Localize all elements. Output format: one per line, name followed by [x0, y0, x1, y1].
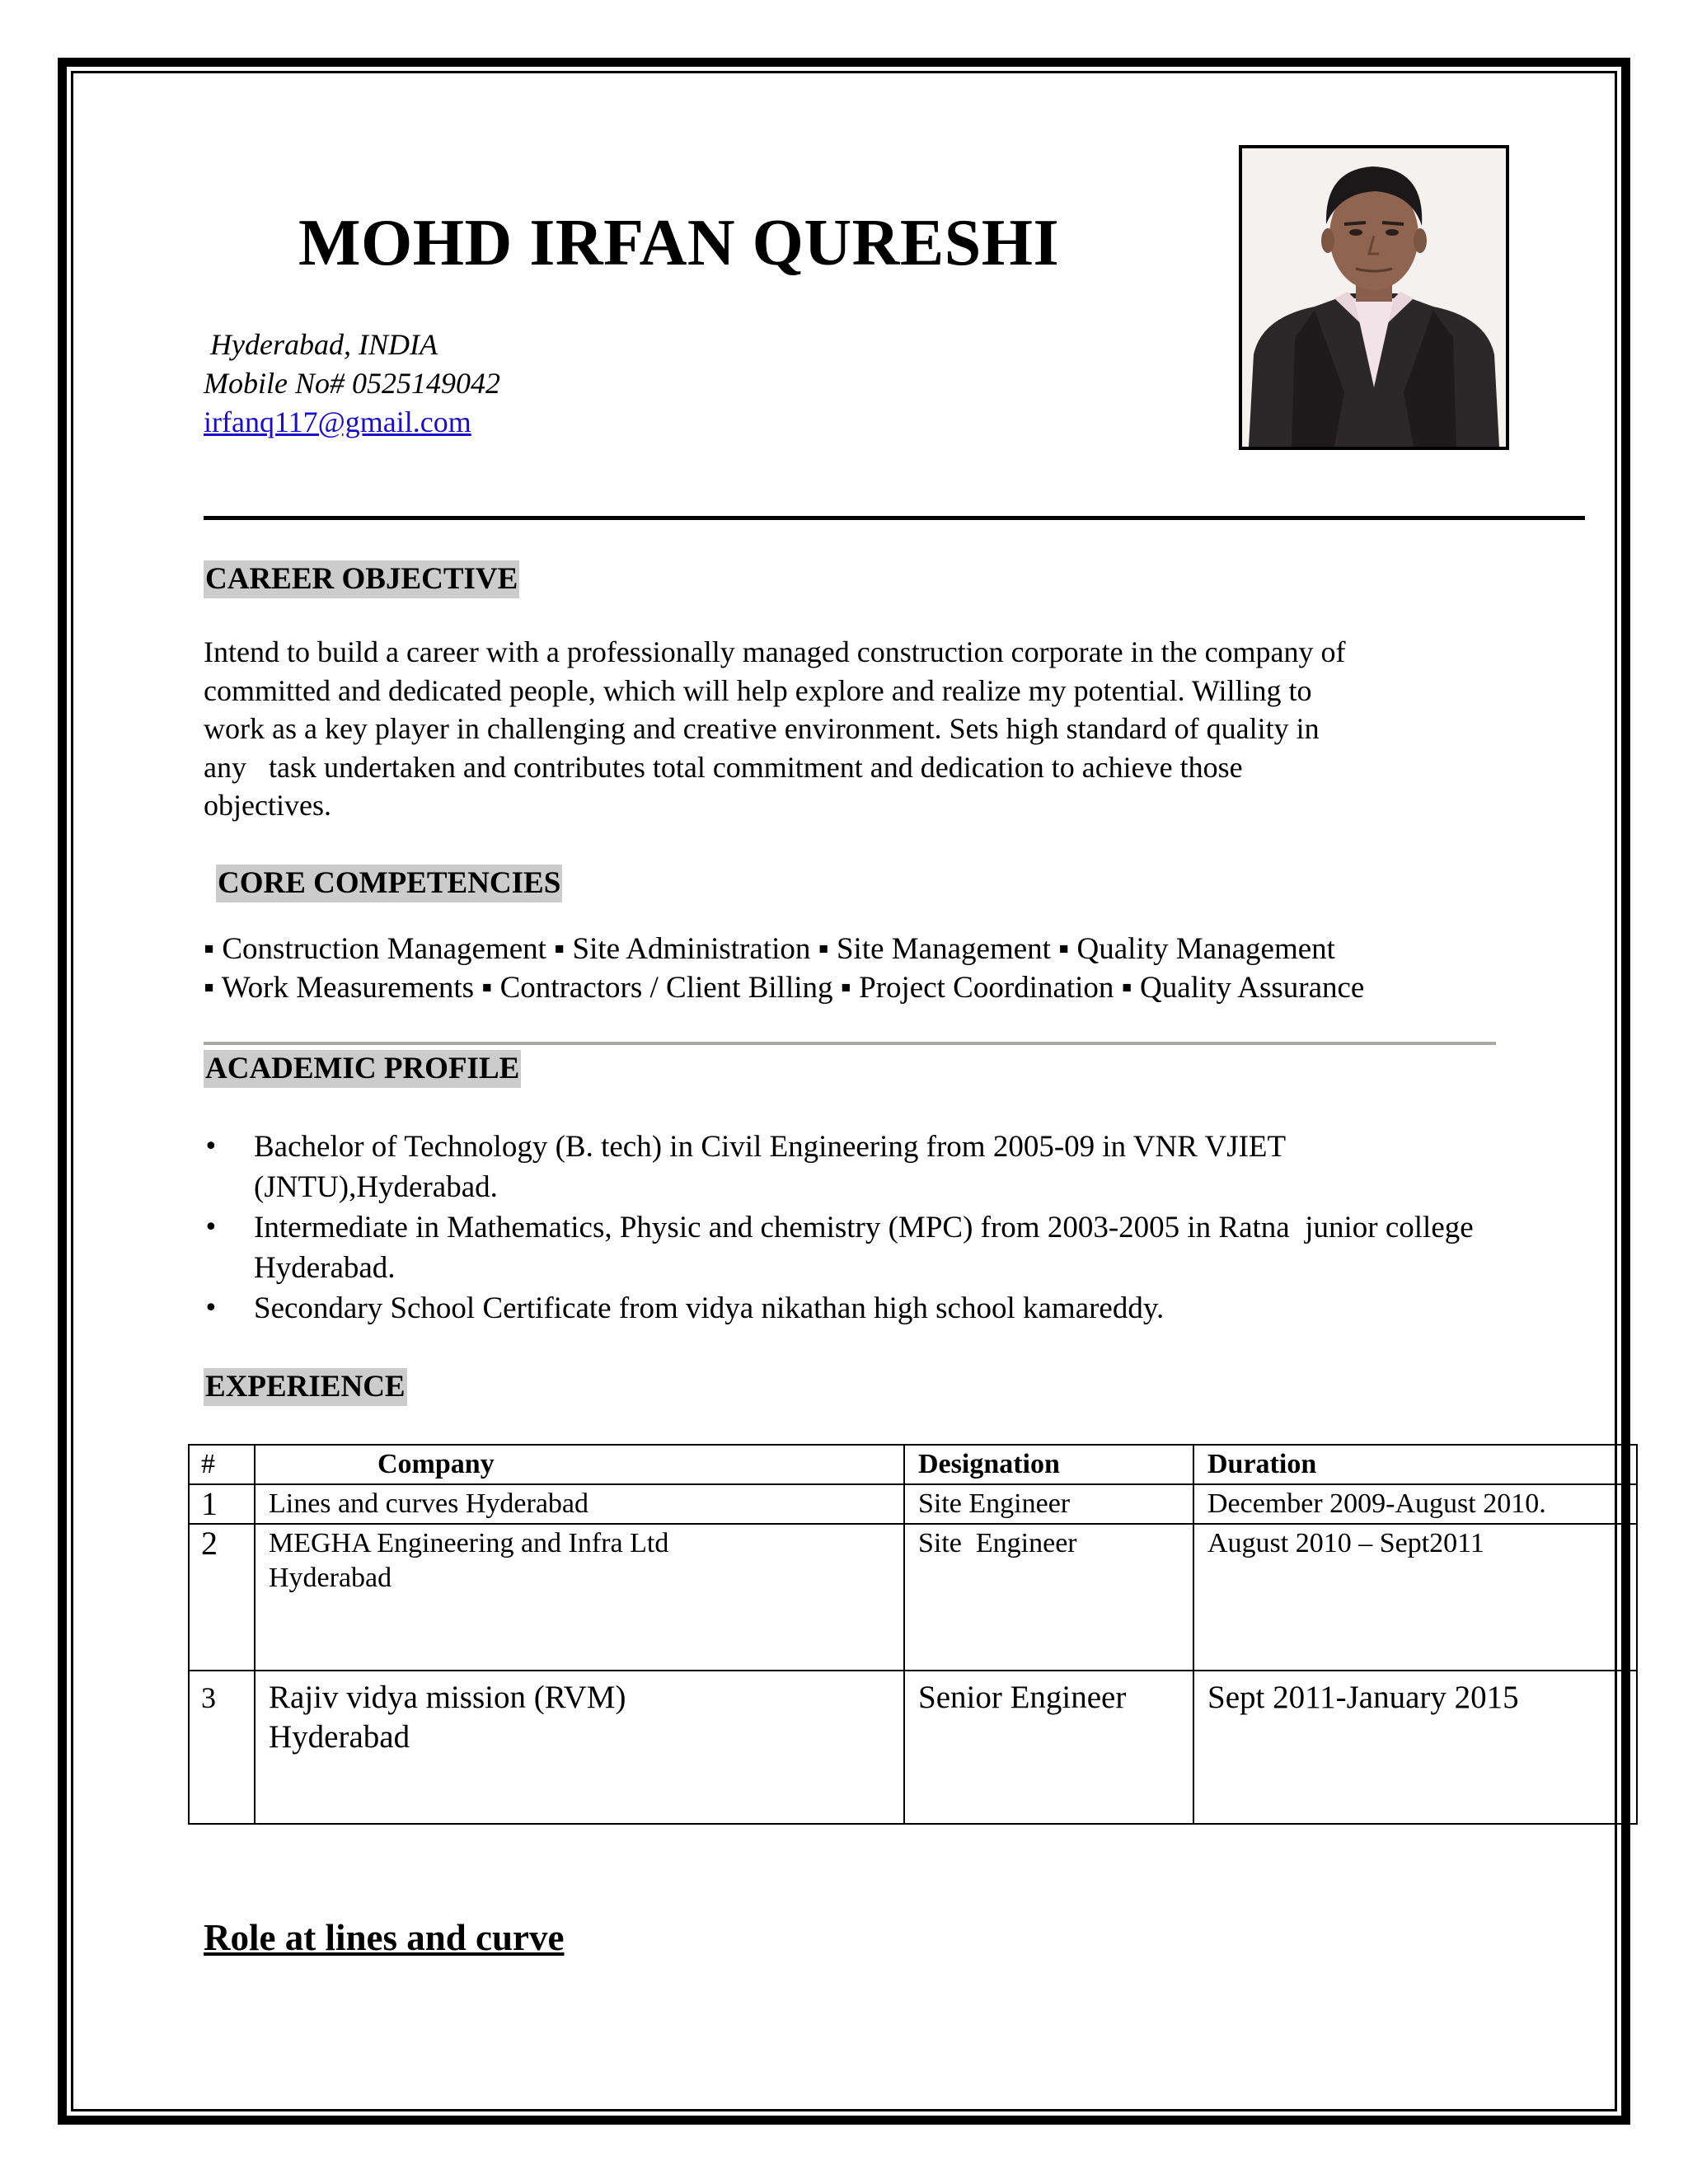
academic-item-line: Secondary School Certificate from vidya nikathan high school kamareddy.	[254, 1291, 1165, 1325]
career-objective-text	[204, 633, 1346, 825]
objective-line: committed and dedicated people, which will help explore and realize my potential. Willing to	[204, 673, 1312, 707]
designation-cell: Site Engineer	[904, 1484, 1193, 1524]
location: Hyderabad, INDIA	[210, 328, 438, 361]
bullet-icon: •	[204, 1132, 218, 1161]
row-number: 1	[189, 1484, 255, 1524]
academic-item-line: Hyderabad.	[254, 1251, 396, 1285]
profile-photo	[1239, 145, 1509, 450]
academic-item-line: (JNTU),Hyderabad.	[254, 1170, 498, 1204]
designation-cell: Site Engineer	[904, 1524, 1193, 1671]
row-number: 2	[189, 1524, 255, 1671]
bullet-icon: •	[204, 1213, 218, 1242]
company-name: Rajiv vidya mission (RVM)	[269, 1680, 626, 1715]
career-objective-heading: CAREER OBJECTIVE	[204, 560, 519, 598]
experience-table	[188, 1444, 1638, 1825]
objective-line: objectives.	[204, 789, 331, 822]
core-competencies-list	[204, 930, 1364, 1007]
section-divider	[204, 1042, 1496, 1045]
profile-photo-image	[1242, 148, 1506, 447]
column-header-designation: Designation	[904, 1445, 1193, 1484]
academic-list	[204, 1127, 1605, 1329]
row-number: 3	[189, 1671, 255, 1824]
column-header-company: Company	[255, 1445, 904, 1484]
list-item	[204, 1288, 1605, 1329]
company-city: Hyderabad	[269, 1563, 392, 1593]
email-link[interactable]: irfanq117@gmail.com	[204, 405, 471, 438]
column-header-duration: Duration	[1193, 1445, 1637, 1484]
list-item	[204, 1127, 1605, 1207]
table-row	[189, 1671, 1637, 1824]
table-row	[189, 1484, 1637, 1524]
company-cell	[255, 1524, 904, 1671]
role-heading: Role at lines and curve	[204, 1917, 565, 1958]
duration-cell: December 2009-August 2010.	[1193, 1484, 1637, 1524]
company-city: Hyderabad	[269, 1719, 410, 1755]
column-header-number: #	[189, 1445, 255, 1484]
objective-line: work as a key player in challenging and creative environment. Sets high standard of quality in	[204, 712, 1320, 745]
experience-heading: EXPERIENCE	[204, 1368, 407, 1406]
designation-cell: Senior Engineer	[904, 1671, 1193, 1824]
objective-line: Intend to build a career with a professionally managed construction corporate in the company of	[204, 635, 1346, 668]
candidate-name: MOHD IRFAN QURESHI	[298, 207, 1060, 279]
academic-item-line: Bachelor of Technology (B. tech) in Civil Engineering from 2005-09 in VNR VJIET	[254, 1130, 1287, 1164]
core-competencies-heading: CORE COMPETENCIES	[216, 865, 562, 902]
company-name: MEGHA Engineering and Infra Ltd	[269, 1528, 669, 1558]
bullet-icon: •	[204, 1294, 218, 1323]
company-cell	[255, 1671, 904, 1824]
academic-profile-heading: ACADEMIC PROFILE	[204, 1050, 521, 1088]
academic-item-line: Intermediate in Mathematics, Physic and chemistry (MPC) from 2003-2005 in Ratna junior college	[254, 1211, 1474, 1244]
objective-line: any task undertaken and contributes total commitment and dedication to achieve those	[204, 750, 1243, 784]
header-divider	[204, 516, 1585, 520]
duration-cell: Sept 2011-January 2015	[1193, 1671, 1637, 1824]
competency-line: ▪ Construction Management ▪ Site Administration ▪ Site Management ▪ Quality Management	[204, 932, 1335, 966]
table-row	[189, 1524, 1637, 1671]
company-cell	[255, 1484, 904, 1524]
contact-block	[204, 326, 500, 442]
table-header-row	[189, 1445, 1637, 1484]
duration-cell: August 2010 – Sept2011	[1193, 1524, 1637, 1671]
list-item	[204, 1207, 1605, 1288]
competency-line: ▪ Work Measurements ▪ Contractors / Client Billing ▪ Project Coordination ▪ Quality Assurance	[204, 970, 1365, 1005]
company-name: Lines and curves Hyderabad	[269, 1488, 589, 1519]
mobile-number: Mobile No# 0525149042	[204, 367, 500, 400]
